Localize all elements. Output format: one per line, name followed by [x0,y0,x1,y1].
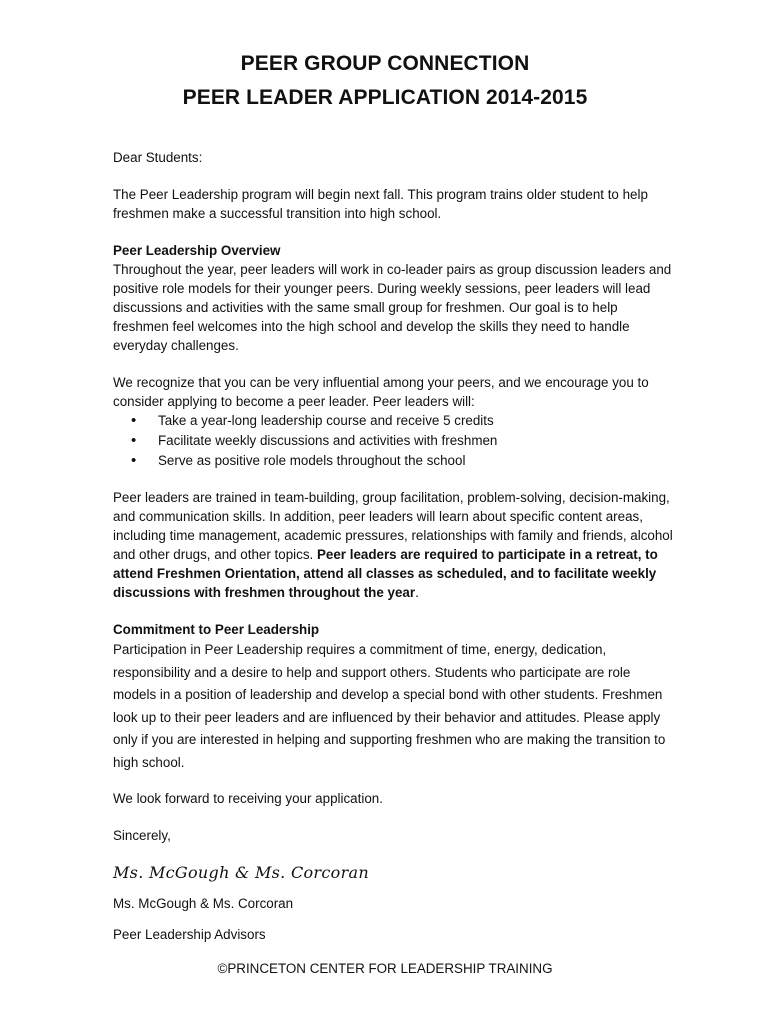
training-end: . [415,585,419,600]
commitment-paragraph: Participation in Peer Leadership requires a commitment of time, energy, dedication, responsibility and a desire to help and support others. Students who participate are role models in a position of leadership and develop a special bond with other students. Freshmen look up to their peer leaders and are influenced by their behavior and attitudes. Please apply only if you are interested in helping and supporting freshmen who are making the transition to high school. [113,642,666,770]
requirements-text: Peer leaders are required to participate in a retreat, to attend Freshmen Orientation, attend all classes as scheduled, and to facilitate weekly discussions with freshmen throughout the year [113,547,658,600]
peer-leader-duties-list [113,411,673,471]
overview-paragraph: Throughout the year, peer leaders will work in co-leader pairs as group discussion leaders and positive role models for their younger peers. During weekly sessions, peer leaders will lead discussions and activities with the same small group for freshmen. Our goal is to help freshmen feel welcomes into the high school and develop the skills they need to handle everyday challenges. [113,262,672,353]
footer-copyright: ©PRINCETON CENTER FOR LEADERSHIP TRAINING [217,961,553,976]
closing-line: We look forward to receiving your application. [113,790,383,806]
sign-off: Sincerely, [113,827,171,843]
signature: Ms. McGough & Ms. Corcoran [113,862,369,882]
list-item: • Take a year-long leadership course and receive 5 credits [158,411,673,431]
letter-body [113,148,673,944]
document-title: PEER GROUP CONNECTION [240,52,530,75]
recognize-paragraph: We recognize that you can be very influential among your peers, and we encourage you to consider applying to become a peer leader. Peer leaders will: [113,375,649,409]
signer-names: Ms. McGough & Ms. Corcoran [113,895,294,911]
document-subtitle: PEER LEADER APPLICATION 2014-2015 [182,86,588,109]
overview-heading: Peer Leadership Overview [113,243,281,258]
training-text: Peer leaders are trained in team-building, group facilitation, problem-solving, decision-making, and communication skills. In addition, peer leaders will learn about specific content areas, including time management, academic pressures, relationships with family and friends, alcohol and other drugs, and other topics. [113,490,673,562]
list-item: • Serve as positive role models throughout the school [158,451,673,471]
salutation: Dear Students: [113,150,203,165]
intro-paragraph: The Peer Leadership program will begin next fall. This program trains older student to help freshmen make a successful transition into high school. [113,187,648,221]
commitment-heading: Commitment to Peer Leadership [113,622,320,637]
training-paragraph [113,488,673,602]
signer-title: Peer Leadership Advisors [113,926,266,942]
list-item: • Facilitate weekly discussions and activities with freshmen [158,431,673,451]
